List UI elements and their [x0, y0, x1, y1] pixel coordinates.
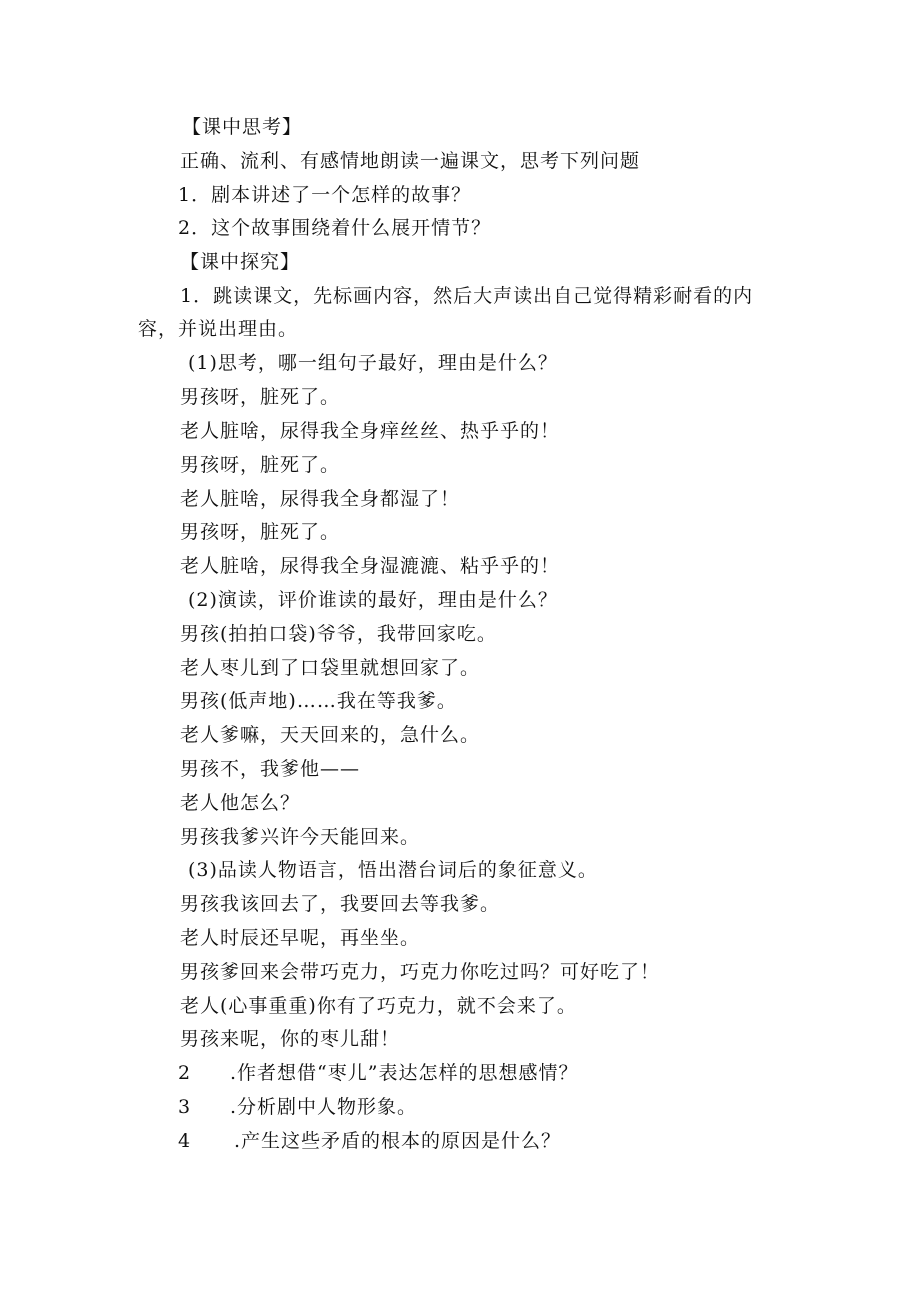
- dialogue-line: 老人爹嘛，天天回来的，急什么。: [180, 724, 481, 746]
- question-item: 1．剧本讲述了一个怎样的故事？: [178, 184, 472, 206]
- section-heading-exploration: 【课中探究】: [180, 251, 301, 273]
- dialogue-line: 老人脏啥，尿得我全身痒丝丝、热乎乎的！: [180, 420, 561, 442]
- dialogue-line: 男孩我爹兴许今天能回来。: [180, 826, 421, 848]
- dialogue-line: 老人时辰还早呢，再坐坐。: [180, 927, 421, 949]
- question-number: 4: [178, 1130, 192, 1152]
- section-heading-thinking: 【课中思考】: [182, 116, 303, 138]
- dialogue-line: 老人脏啥，尿得我全身都湿了！: [180, 488, 461, 510]
- question-number: 3: [178, 1096, 192, 1118]
- subtask-prompt: (1)思考，哪一组句子最好，理由是什么？: [188, 352, 558, 374]
- dialogue-line: 男孩(低声地)……我在等我爹。: [180, 690, 457, 712]
- subtask-prompt: (3)品读人物语言，悟出潜台词后的象征意义。: [188, 859, 598, 881]
- dialogue-line: 男孩呀，脏死了。: [180, 454, 341, 476]
- reading-instruction: 正确、流利、有感情地朗读一遍课文，思考下列问题: [180, 150, 641, 172]
- numbered-question: [178, 1095, 417, 1119]
- question-text: .作者想借“枣儿”表达怎样的思想感情？: [230, 1062, 579, 1084]
- dialogue-line: 老人脏啥，尿得我全身湿漉漉、粘乎乎的！: [180, 555, 561, 577]
- task-one-text-continued: 容，并说出理由。: [138, 318, 299, 340]
- question-number: 2: [178, 1062, 192, 1084]
- numbered-question: [178, 1129, 561, 1153]
- question-item: 2．这个故事围绕着什么展开情节？: [178, 217, 492, 239]
- task-one-text: 1．跳读课文，先标画内容，然后大声读出自己觉得精彩耐看的内: [180, 285, 754, 307]
- subtask-prompt: (2)演读，评价谁读的最好，理由是什么？: [188, 589, 558, 611]
- dialogue-line: 男孩呀，脏死了。: [180, 386, 341, 408]
- dialogue-line: 男孩呀，脏死了。: [180, 521, 341, 543]
- dialogue-line: 男孩爹回来会带巧克力，巧克力你吃过吗？可好吃了！: [180, 961, 661, 983]
- dialogue-line: 男孩不，我爹他——: [180, 758, 361, 780]
- dialogue-line: 男孩来呢，你的枣儿甜！: [180, 1028, 401, 1050]
- dialogue-line: 老人枣儿到了口袋里就想回家了。: [180, 657, 481, 679]
- numbered-question: [178, 1061, 578, 1085]
- question-text: .分析剧中人物形象。: [230, 1096, 418, 1118]
- dialogue-line: 老人(心事重重)你有了巧克力，就不会来了。: [180, 995, 577, 1017]
- question-text: .产生这些矛盾的根本的原因是什么？: [234, 1130, 562, 1152]
- dialogue-line: 老人他怎么？: [180, 792, 301, 814]
- dialogue-line: 男孩(拍拍口袋)爷爷，我带回家吃。: [180, 623, 497, 645]
- dialogue-line: 男孩我该回去了，我要回去等我爹。: [180, 893, 501, 915]
